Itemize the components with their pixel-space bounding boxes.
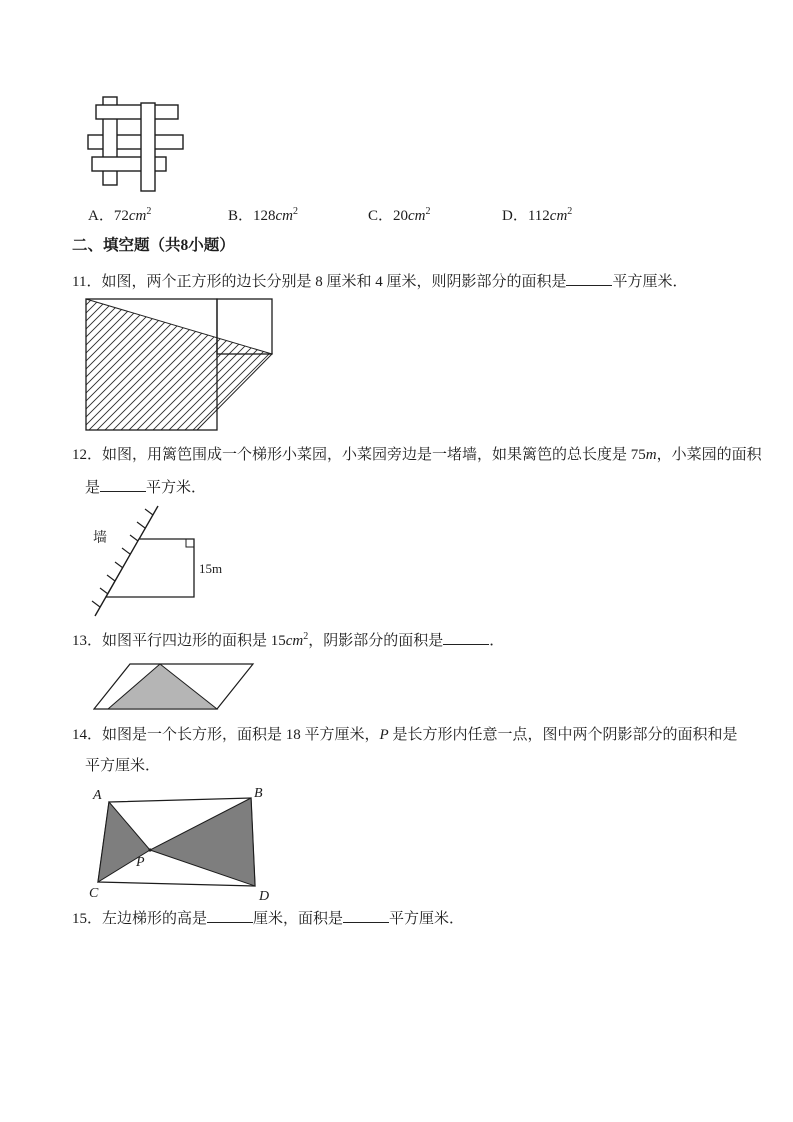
question-12-line2	[85, 477, 206, 499]
option-b-sup: 2	[293, 206, 299, 217]
vertex-label-c: C	[89, 886, 99, 901]
question-12-line2-pre: 是	[85, 480, 101, 496]
option-b-unit: cm	[275, 208, 294, 224]
vertex-label-b: B	[254, 786, 263, 801]
question-13-sup: 2	[303, 631, 309, 642]
question-12-unit: m	[645, 447, 657, 463]
answer-blank-15a	[207, 908, 253, 923]
question-11-pre: 11．如图，两个正方形的边长分别是 8 厘米和 4 厘米，则阴影部分的面积是	[72, 274, 567, 290]
option-d-sup: 2	[567, 206, 573, 217]
question-15-pre: 15．左边梯形的高是	[72, 911, 208, 927]
answer-blank-13	[443, 630, 489, 645]
question-14-line2: 平方厘米．	[85, 758, 161, 774]
question-13-unit: cm	[285, 633, 304, 649]
answer-blank-11	[566, 271, 612, 286]
question-14-point: P	[379, 727, 389, 743]
option-d-text: D．112	[502, 208, 550, 224]
question-12-figure	[90, 504, 250, 622]
answer-blank-15b	[343, 908, 389, 923]
question-14-line1	[72, 726, 737, 746]
option-a	[88, 204, 151, 225]
question-13-figure	[93, 662, 258, 712]
question-13-text	[72, 630, 504, 652]
question-13-pre: 13．如图平行四边形的面积是 15	[72, 633, 286, 649]
question-15-text	[72, 908, 464, 930]
question-14-line1-post: 是长方形内任意一点，图中两个阴影部分的面积和是	[388, 727, 738, 743]
vertical-bar-right	[141, 103, 155, 191]
option-c	[368, 204, 431, 225]
question-11-text	[72, 271, 687, 293]
question-12-line1	[72, 446, 762, 466]
horizontal-bar-top	[96, 105, 178, 119]
garden-trapezoid	[106, 539, 194, 597]
answer-blank-12	[100, 477, 146, 492]
side-length-label: 15m	[199, 561, 223, 576]
option-b-text: B．128	[228, 208, 276, 224]
vertex-label-d: D	[259, 889, 270, 904]
option-c-sup: 2	[425, 206, 431, 217]
option-c-unit: cm	[408, 208, 426, 224]
question-14-line1-pre: 14．如图是一个长方形，面积是 18 平方厘米，	[72, 727, 380, 743]
question-13-mid: ，阴影部分的面积是	[308, 633, 444, 649]
point-p-dot	[148, 848, 151, 851]
question-14-figure	[88, 786, 278, 904]
point-label-p: P	[136, 855, 145, 870]
question-15-post: 平方厘米．	[389, 911, 465, 927]
option-a-text: A．72	[88, 208, 129, 224]
question-13-post: ．	[489, 633, 505, 649]
question-12-line1-pre: 12．如图，用篱笆围成一个梯形小菜园，小菜园旁边是一堵墙，如果篱笆的总长度是 75	[72, 447, 646, 463]
horizontal-bar-middle	[88, 135, 183, 149]
question-12-line2-post: 平方米．	[146, 480, 207, 496]
question-11-post: 平方厘米．	[612, 274, 688, 290]
option-a-sup: 2	[146, 206, 152, 217]
question-15-mid: 厘米，面积是	[253, 911, 344, 927]
hatched-shaded-region	[86, 299, 272, 430]
option-d	[502, 204, 572, 225]
question-10-figure	[86, 95, 186, 195]
option-a-unit: cm	[128, 208, 147, 224]
wall-label: 墙	[93, 531, 107, 546]
option-c-text: C．20	[368, 208, 409, 224]
option-d-unit: cm	[549, 208, 568, 224]
vertex-label-a: A	[93, 788, 102, 803]
question-11-figure	[85, 298, 285, 433]
option-b	[228, 204, 298, 225]
question-12-line1-post: ，小菜园的面积	[656, 447, 762, 463]
section-header: 二、填空题（共8小题）	[72, 237, 235, 254]
